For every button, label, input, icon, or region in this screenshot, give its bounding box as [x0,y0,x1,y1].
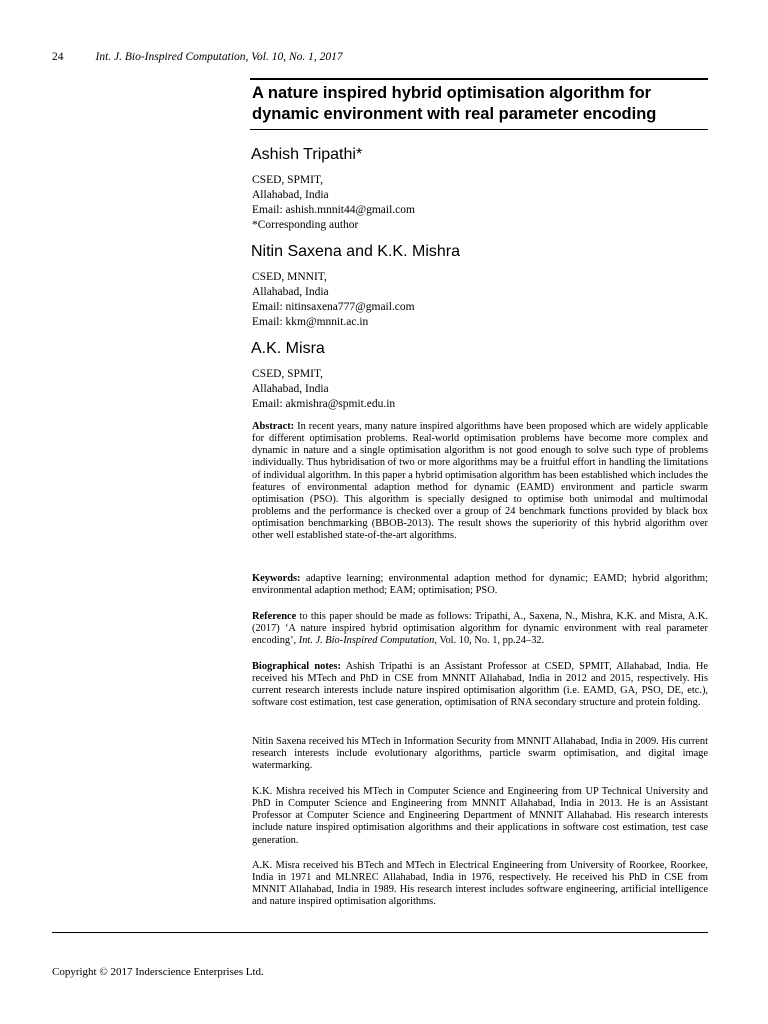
bio-note-4 [252,860,708,909]
title-line-2: dynamic environment with real parameter encoding [252,105,657,123]
keywords-text: adaptive learning; environmental adaption method for dynamic; EAMD; hybrid algorithm; environmental adaption method; EAM; optimisation; PSO. [252,573,708,597]
reference-label: Reference [252,611,297,622]
affiliation-line: Allahabad, India [252,383,329,395]
bio-text: Nitin Saxena received his MTech in Information Security from MNNIT Allahabad, India in 2009. His current research interests include evolutionary algorithms, particle swarm optimisation, and digital image watermarking. [252,736,708,772]
footer-rule [52,932,708,933]
bio-text: A.K. Misra received his BTech and MTech in Electrical Engineering from University of Roorkee, Roorkee, India in 1971 and MLNREC Allahabad, India in 1976, respectively. He received his PhD in CSE from MNNIT Allahabad, India in 1989. His research interest includes software engineering, artificial intelligence and nature inspired optimisation algorithms. [252,860,708,908]
author-name-1: Ashish Tripathi* [251,146,363,163]
affiliation-line: CSED, MNNIT, [252,271,327,283]
email-line: Email: kkm@mnnit.ac.in [252,316,369,328]
title-line-1: A nature inspired hybrid optimisation algorithm for [252,84,652,102]
reference-journal: Int. J. Bio-Inspired Computation [298,635,435,647]
page-number: 24 [52,51,64,63]
reference-details: , Vol. 10, No. 1, pp.24–32. [434,635,545,647]
abstract-text: In recent years, many nature inspired algorithms have been proposed which are widely applicable for different optimisation problems. Real-world optimisation problems have become more complex and dynamic in nature and a single optimisation algorithm is not good enough to solve such type of problems individually. Thus hybridisation of two or more algorithms may be a fruitful effort in handling the limitations of individual algorithm. In this paper a hybrid optimisation algorithm has been established which includes the features of environmental adaption method for dynamic (EAMD) environment and particle swarm optimisation (PSO). This algorithm is specially designed to optimise both unimodal and multimodal problems and the performance is checked over a group of 24 benchmark functions provided by black box optimisation benchmarking (BBOB-2013). The result shows the superiority of this hybrid algorithm over other well established state-of-the-art algorithms. [252,421,708,542]
reference-text: to this paper should be made as follows: Tripathi, A., Saxena, N., Mishra, K.K. and Misra, A.K. (2017) ‘A nature inspired hybrid optimisation algorithm for dynamic environment with real parameter encoding’, [252,611,708,647]
paper-title [252,83,708,125]
bio-note-3 [252,786,708,847]
journal-citation: Int. J. Bio-Inspired Computation, Vol. 10, No. 1, 2017 [95,51,343,63]
affiliation-line: Allahabad, India [252,286,329,298]
bio-text: Ashish Tripathi is an Assistant Professor at CSED, SPMIT, Allahabad, India. He received his MTech and PhD in CSE from MNNIT Allahabad, India in 2012 and 2015, respectively. His current research interests include nature inspired optimisation algorithm (i.e. EAMD, GA, PSO, DE, etc.), software cost estimation, test case generation, optimisation of RNA secondary structure and protein folding. [252,661,708,709]
author-affiliation-1 [252,173,415,233]
keywords [252,573,708,597]
running-header [52,51,343,63]
affiliation-line: CSED, SPMIT, [252,174,324,186]
abstract-label: Abstract: [252,421,295,432]
bio-note-1 [252,661,708,710]
email-line: Email: akmishra@spmit.edu.in [252,398,396,410]
author-name-3: A.K. Misra [251,340,325,357]
affiliation-line: CSED, SPMIT, [252,368,324,380]
email-line: Email: nitinsaxena777@gmail.com [252,301,415,313]
abstract [252,421,708,543]
email-line: Email: ashish.mnnit44@gmail.com [252,204,415,216]
title-top-rule [250,78,708,80]
author-name-2: Nitin Saxena and K.K. Mishra [251,243,460,260]
title-bottom-rule [250,129,708,130]
bio-label: Biographical notes: [252,661,341,672]
copyright-notice: Copyright © 2017 Inderscience Enterprises Ltd. [52,966,264,978]
keywords-label: Keywords: [252,573,301,584]
bio-text: K.K. Mishra received his MTech in Computer Science and Engineering from UP Technical University and PhD in Computer Science and Engineering from MNNIT Allahabad, India in 2013. He is an Assistant Professor at Computer Science and Engineering Department of MNNIT Allahabad. His research interests include nature inspired optimisation algorithms and their applications in software cost estimation, test case generation. [252,786,708,846]
bio-note-2 [252,736,708,772]
author-affiliation-2 [252,270,415,330]
corresponding-note: *Corresponding author [252,219,359,231]
reference [252,611,708,647]
affiliation-line: Allahabad, India [252,189,329,201]
author-affiliation-3 [252,367,395,412]
